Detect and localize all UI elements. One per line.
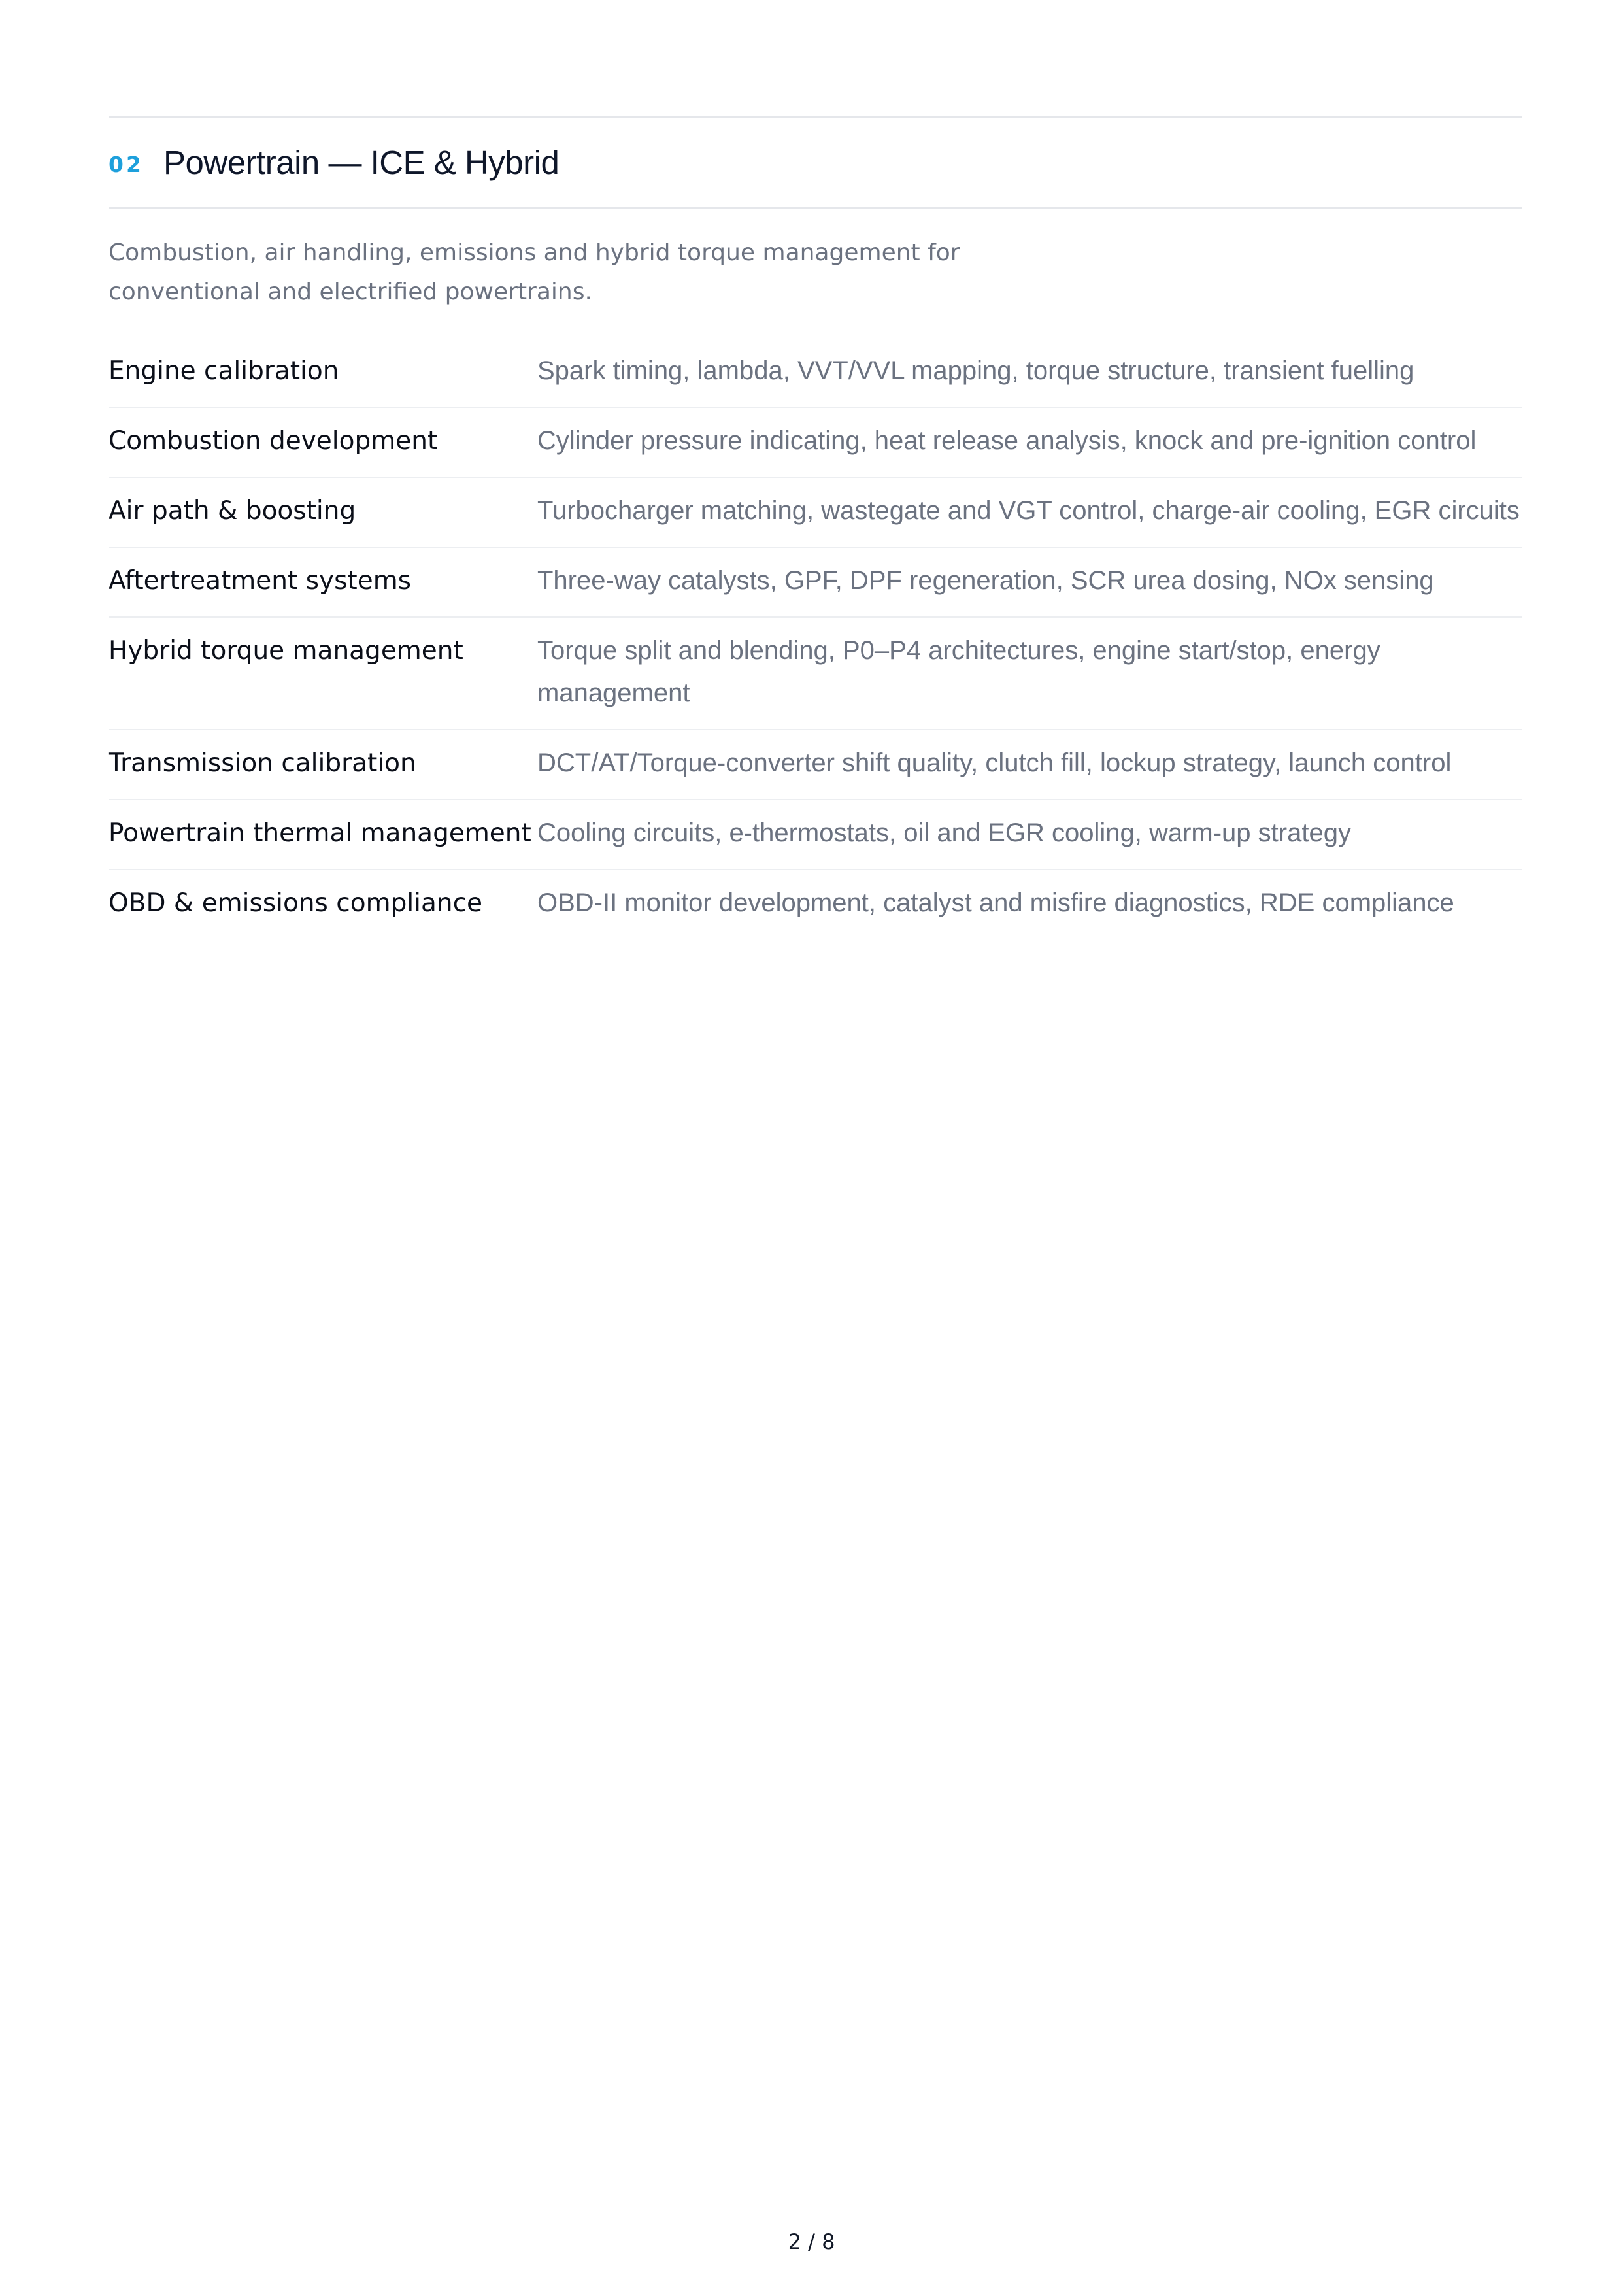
row-label: Transmission calibration xyxy=(109,749,416,778)
row-description: Spark timing, lambda, VVT/VVL mapping, torque structure, transient fuelling xyxy=(537,356,1414,385)
row-label: Powertrain thermal management xyxy=(109,819,531,848)
row-label: Combustion development xyxy=(109,426,438,456)
row-description: Cylinder pressure indicating, heat release analysis, knock and pre-ignition control xyxy=(537,426,1477,455)
row-description: Turbocharger matching, wastegate and VGT control, charge-air cooling, EGR circuits xyxy=(537,496,1520,525)
capability-table xyxy=(109,338,1522,939)
row-description: Torque split and blending, P0–P4 architectures, engine start/stop, energy management xyxy=(537,636,1380,707)
table-row xyxy=(109,730,1522,800)
table-row xyxy=(109,478,1522,548)
row-label: Engine calibration xyxy=(109,356,339,386)
row-label: OBD & emissions compliance xyxy=(109,888,483,918)
page-number: 2 / 8 xyxy=(788,2229,835,2254)
table-row xyxy=(109,618,1522,730)
row-label: Air path & boosting xyxy=(109,496,356,526)
table-row xyxy=(109,548,1522,618)
section-number: 02 xyxy=(109,152,144,177)
row-description: OBD-II monitor development, catalyst and misfire diagnostics, RDE compliance xyxy=(537,888,1454,917)
row-description: Cooling circuits, e-thermostats, oil and EGR cooling, warm-up strategy xyxy=(537,819,1351,847)
row-label: Aftertreatment systems xyxy=(109,566,412,596)
row-label: Hybrid torque management xyxy=(109,636,463,666)
row-description: Three-way catalysts, GPF, DPF regeneration, SCR urea dosing, NOx sensing xyxy=(537,566,1434,595)
row-description: DCT/AT/Torque-converter shift quality, clutch fill, lockup strategy, launch control xyxy=(537,749,1452,777)
section-intro: Combustion, air handling, emissions and hybrid torque management for conventional and electrified powertrains. xyxy=(109,239,960,305)
section-header xyxy=(109,118,1522,209)
table-row xyxy=(109,408,1522,478)
section-title: Powertrain — ICE & Hybrid xyxy=(163,144,560,181)
table-row xyxy=(109,338,1522,408)
table-row xyxy=(109,870,1522,939)
table-row xyxy=(109,800,1522,870)
section-powertrain xyxy=(109,116,1522,939)
